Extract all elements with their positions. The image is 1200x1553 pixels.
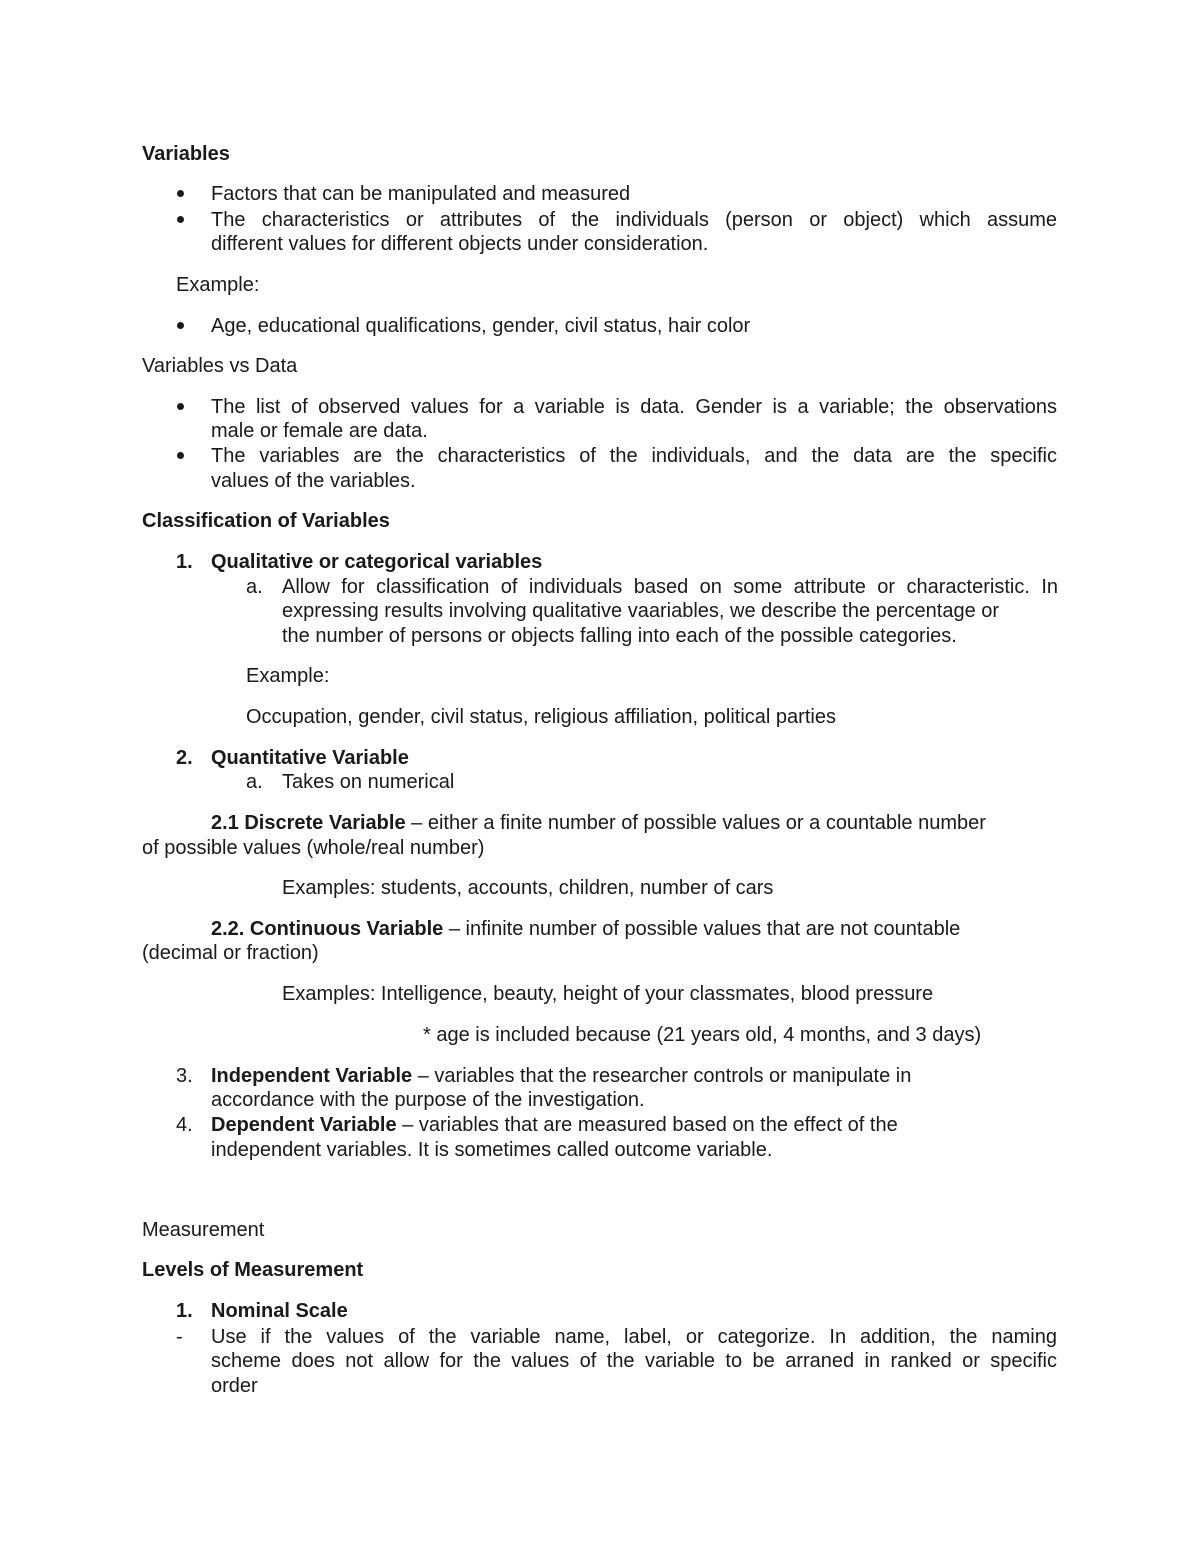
dependent-variable-text: – variables that are measured based on the effect of the: [396, 1114, 898, 1136]
list-item: The characteristics or attributes of the individuals (person or object) which assume: [211, 209, 1057, 231]
dependent-variable-line: [211, 1113, 1057, 1137]
list-item-continuation: scheme does not allow for the values of the variable to be arraned in ranked or specific: [211, 1350, 1057, 1372]
list-marker: a.: [246, 771, 263, 793]
continuous-variable-line: [211, 917, 1058, 941]
list-item-continuation: order: [211, 1375, 258, 1397]
list-number: 1.: [176, 1300, 193, 1322]
bullet-icon: [177, 190, 184, 197]
list-item-continuation: expressing results involving qualitative vaariables, we describe the percentage or: [282, 600, 1000, 622]
section-heading-variables-vs-data: Variables vs Data: [142, 355, 298, 377]
example-label: Example:: [246, 665, 330, 687]
list-number: 1.: [176, 551, 193, 573]
age-note: * age is included because (21 years old, 4 months, and 3 days): [423, 1024, 982, 1046]
dash-marker: -: [176, 1326, 183, 1348]
list-item-continuation: the number of persons or objects falling into each of the possible categories.: [282, 625, 957, 647]
section-heading-classification: Classification of Variables: [142, 510, 390, 532]
discrete-variable-continuation: of possible values (whole/real number): [142, 837, 485, 859]
list-item: Allow for classification of individuals based on some attribute or characteristic. In: [282, 576, 1058, 598]
bullet-icon: [177, 216, 184, 223]
bullet-icon: [177, 403, 184, 410]
list-marker: a.: [246, 576, 263, 598]
list-item-continuation: accordance with the purpose of the investigation.: [211, 1089, 645, 1111]
independent-variable-title: Independent Variable: [211, 1065, 413, 1087]
bullet-icon: [177, 452, 184, 459]
discrete-variable-title: 2.1 Discrete Variable: [211, 812, 406, 834]
list-item-continuation: different values for different objects under consideration.: [211, 233, 709, 255]
section-heading-measurement: Measurement: [142, 1219, 265, 1241]
discrete-examples: Examples: students, accounts, children, number of cars: [282, 877, 774, 899]
continuous-variable-continuation: (decimal or fraction): [142, 942, 319, 964]
list-item: The variables are the characteristics of the individuals, and the data are the specific: [211, 445, 1057, 467]
example-text: Occupation, gender, civil status, religious affiliation, political parties: [246, 706, 836, 728]
item-title-nominal: Nominal Scale: [211, 1300, 348, 1322]
section-heading-variables: Variables: [142, 143, 230, 165]
discrete-variable-line: [211, 811, 1058, 835]
continuous-examples: Examples: Intelligence, beauty, height of your classmates, blood pressure: [282, 983, 934, 1005]
list-item: Factors that can be manipulated and measured: [211, 183, 631, 205]
independent-variable-text: – variables that the researcher controls or manipulate in: [412, 1065, 912, 1087]
list-item-continuation: male or female are data.: [211, 420, 428, 442]
list-number: 2.: [176, 747, 193, 769]
example-label: Example:: [176, 274, 260, 296]
list-item: Takes on numerical: [282, 771, 455, 793]
list-item-continuation: independent variables. It is sometimes called outcome variable.: [211, 1139, 773, 1161]
independent-variable-line: [211, 1064, 1057, 1088]
list-number: 4.: [176, 1114, 193, 1136]
list-item-continuation: values of the variables.: [211, 470, 416, 492]
continuous-variable-title: 2.2. Continuous Variable: [211, 918, 444, 940]
list-item: Age, educational qualifications, gender, civil status, hair color: [211, 315, 751, 337]
discrete-variable-text: – either a finite number of possible values or a countable number: [405, 812, 986, 834]
list-item: Use if the values of the variable name, label, or categorize. In addition, the naming: [211, 1326, 1057, 1348]
bullet-icon: [177, 322, 184, 329]
continuous-variable-text: – infinite number of possible values that are not countable: [443, 918, 961, 940]
list-item: The list of observed values for a variable is data. Gender is a variable; the observations: [211, 396, 1057, 418]
item-title-quantitative: Quantitative Variable: [211, 747, 409, 769]
dependent-variable-title: Dependent Variable: [211, 1114, 397, 1136]
item-title-qualitative: Qualitative or categorical variables: [211, 551, 543, 573]
section-heading-levels: Levels of Measurement: [142, 1259, 364, 1281]
list-number: 3.: [176, 1065, 193, 1087]
